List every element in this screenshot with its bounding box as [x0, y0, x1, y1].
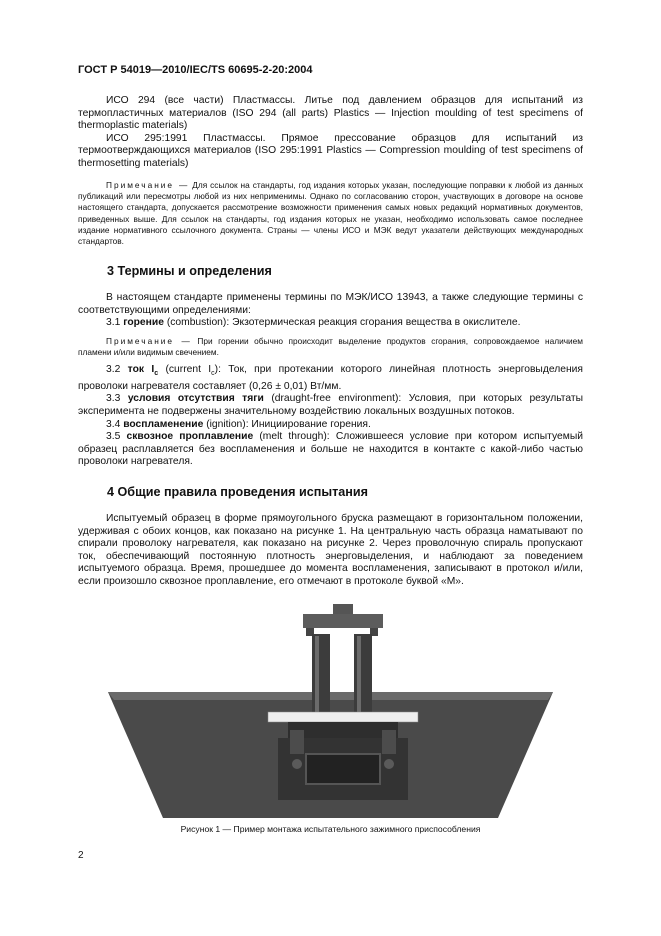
references-block: [78, 95, 583, 171]
page-number: 2: [78, 850, 84, 861]
clamp-frame: [288, 722, 398, 738]
term-3-5: 3.5 сквозное проплавление (melt through): Сложившееся условие при котором испытуемый образец расплавляется без воспламенения и больше не находится в контакте с какой-либо частью проволоки нагревателя.: [78, 431, 583, 468]
section-4-title: 4 Общие правила проведения испытания: [107, 485, 368, 499]
term-3-2: 3.2 ток $I_c$ (current $I_c$): Ток, при протекании которого линейная плотность энерговыделения проволоки нагревателя составляет (0,26 ± 0,01) Вт/мм.: [78, 364, 583, 392]
term-3-1: 3.1 горение (combustion): Экзотермическая реакция сгорания вещества в окислителе.: [106, 317, 521, 329]
term-3-4: 3.4 воспламенение (ignition): Инициирование горения.: [106, 418, 371, 430]
term-3-3: 3.3 условия отсутствия тяги (draught-free environment): Условия, при которых результаты эксперимента не подвержены значительному воздействию локальных воздушных потоков.: [78, 393, 583, 418]
reference-iso-294: ИСО 294 (все части) Пластмассы. Литье под давлением образцов для испытаний из термопластичных материалов (ISO 294 (all parts) Plastics — Injection moulding of test specimens of thermoplastic materials): [78, 95, 583, 132]
note-label: Примечание —: [106, 180, 190, 190]
section-4-text: Испытуемый образец в форме прямоугольного бруска размещают в горизонтальном положении, удерживая с обоих концов, как показано на рисунке 1. На центральную часть образца наматывают по спирали проволоку нагревателя, как показано на рисунке 2. Через проволочную спираль пропускают ток, обеспечивающий постоянную плотность энерговыделения, и наблюдают за поведением испытуемого образца. Время, прошедшее до момента воспламенения, записывают в протокол и/или, если произошло сквозное проплавление, его отмечают в протоколе буквой «М».: [78, 513, 583, 587]
section-3-title: 3 Термины и определения: [107, 264, 272, 278]
figure-1-caption: Рисунок 1 — Пример монтажа испытательного зажимного приспособления: [180, 824, 481, 834]
top-bracket: [303, 614, 383, 628]
section-3-intro: В настоящем стандарте применены термины по МЭК/ИСО 13943, а также следующие термины с соответствующими определениями:: [78, 292, 583, 316]
specimen-bar: [268, 712, 418, 722]
note-combustion: Примечание — При горении обычно происходит выделение продуктов сгорания, сопровождаемое наличием пламени и/или видимым свечением.: [78, 335, 584, 357]
note-text: Для ссылок на стандарты, год издания которых указан, последующие поправки к любой из данных публикаций или пересмотры любой из них неприменимы. Однако по согласованию сторон, участвующих в договоре на основе настоящего стандарта, допускается рассмотрение возможности применения самых новых редакций нормативных документов, приведенных выше. Для ссылок на стандарты, год издания которых не указан, необходимо использовать самое последнее издание нормативного ссылочного документа. Страны — члены ИСО и МЭК ведут указатели действующих международных стандартов.: [78, 180, 583, 247]
reference-iso-295: ИСО 295:1991 Пластмассы. Прямое прессование образцов для испытаний из термоотверждающихся материалов (ISO 295:1991 Plastics — Compression moulding of test specimens of thermosetting materials): [78, 132, 583, 169]
section-3-body: [78, 292, 583, 469]
document-header: ГОСТ Р 54019—2010/IEC/TS 60695-2-20:2004: [78, 64, 313, 76]
section-4-body: [78, 513, 583, 589]
note-references: [78, 180, 583, 247]
figure-1-photo: [78, 604, 583, 818]
